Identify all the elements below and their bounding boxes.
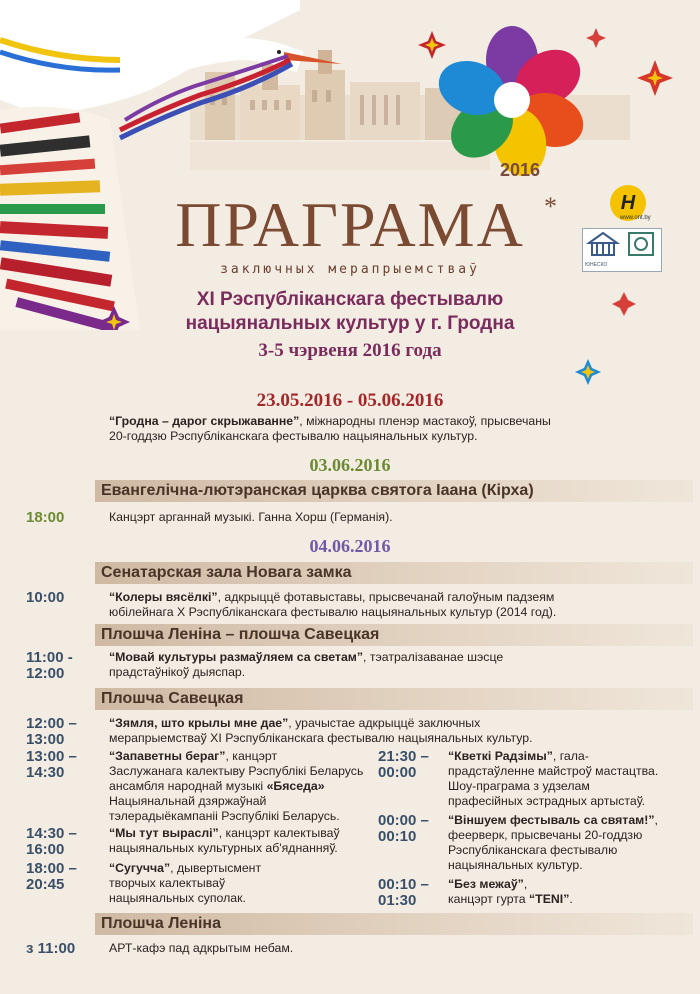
byasedy-line2: Заслужанага калектыву Рэспублікі Беларусь: [109, 764, 364, 778]
gala-line2: прадстаўленне майстроў мастацтва.: [448, 764, 659, 778]
event-time: [26, 650, 96, 682]
venue-lenin-soviet-square: Плошча Леніна – плошча Савецкая: [95, 624, 693, 646]
opening-desc-line2: мерапрыемстваў XI Рэспубліканскага фестывалю нацыянальных культур.: [109, 731, 533, 745]
we-grew-here-title: “Мы тут выраслі”: [109, 826, 219, 840]
gala-line4: прафесійных эстрадных артыстаў.: [448, 794, 646, 808]
photo-exhibition-desc-line2: юбілейнага X Рэспубліканскага фестывалю нацыянальных культур (2014 год).: [109, 605, 557, 619]
photo-exhibition-title: “Колеры вясёлкі”: [109, 590, 218, 604]
period-dates: 23.05.2016 - 05.06.2016: [256, 390, 444, 411]
event-time-start: 18:00 –: [26, 860, 77, 877]
venue-kirkha: Евангелічна-лютэранская царква святога Іаана (Кірха): [95, 480, 693, 502]
plein-air-event: [109, 414, 639, 444]
gala-title: “Кветкі Радзімы”: [448, 749, 553, 763]
festival-year: 2016: [500, 160, 541, 180]
fireworks-event: [448, 813, 688, 873]
event-time: 10:00: [26, 589, 65, 606]
event-time-end: 00:10: [378, 828, 417, 845]
suguchcha-desc: , дывертысмент: [170, 861, 262, 875]
venue-lenin-square: Плошча Леніна: [95, 913, 693, 935]
ornament-star-2: [586, 28, 606, 48]
fireworks-comma: ,: [654, 813, 658, 827]
festival-title-line2: нацыянальных культур у г. Гродна: [185, 313, 515, 334]
suguchcha-title: “Сугучча”: [109, 861, 171, 875]
fireworks-line2: феерверк, прысвечаны 20-годдзю: [448, 828, 643, 842]
fireworks-line4: нацыянальных культур.: [448, 858, 583, 872]
plein-air-desc: , міжнародны пленэр мастакоў, прысвечаны: [299, 414, 551, 428]
event-time: [378, 749, 448, 781]
event-time-end: 12:00: [26, 665, 65, 682]
procession-desc-line2: прадстаўнікоў дыяспар.: [109, 665, 246, 679]
ornament-star-1: [418, 31, 446, 59]
event-time-end: 16:00: [26, 841, 65, 858]
event-time-start: 00:10 –: [378, 876, 429, 893]
no-borders-event: [448, 877, 688, 907]
title-asterisk: *: [544, 192, 557, 221]
photo-exhibition-event: [109, 590, 639, 620]
procession-desc: , тэатралізаванае шэсце: [363, 650, 504, 664]
byasedy-concert-event: [109, 749, 377, 824]
byasedy-desc: , канцэрт: [225, 749, 278, 763]
festival-title: [120, 288, 580, 336]
event-time: [378, 813, 448, 845]
band-name: “TENI”: [529, 892, 570, 906]
partner-logo-ont: Н: [610, 185, 646, 221]
event-time-end: 20:45: [26, 876, 65, 893]
byasedy-title: “Запаветны бераг”: [109, 749, 226, 763]
organ-concert-event: Канцэрт арганнай музыкі. Ганна Хорш (Германія).: [109, 510, 393, 524]
plein-air-title: “Гродна – дарог скрыжаванне”: [109, 414, 300, 428]
opening-title: “Зямля, што крылы мне дае”: [109, 716, 289, 730]
embroidered-towel: [0, 107, 140, 330]
no-borders-period: .: [569, 892, 573, 906]
art-cafe-event: АРТ-кафэ пад адкрытым небам.: [109, 941, 294, 955]
venue-senator-hall: Сенатарская зала Новага замка: [95, 562, 693, 584]
no-borders-line2: канцэрт гурта: [448, 892, 530, 906]
gala-show-event: [448, 749, 688, 809]
event-time: [26, 749, 96, 781]
opening-ceremony-event: [109, 716, 639, 746]
we-grew-here-line2: нацыянальных культурных аб'яднанняў.: [109, 841, 338, 855]
header-illustration: [0, 0, 700, 330]
day2-date: 04.06.2016: [309, 536, 391, 556]
event-time: 18:00: [26, 509, 65, 526]
day1-date: 03.06.2016: [309, 455, 391, 475]
event-time: [26, 861, 96, 893]
partner-url: www.ont.by: [620, 215, 651, 221]
event-time-start: 11:00 -: [26, 649, 73, 666]
byasedy-name: «Бяседа»: [266, 779, 325, 793]
suguchcha-event: [109, 861, 377, 906]
festival-dates: 3-5 чэрвеня 2016 года: [258, 340, 442, 361]
page-title: ПРАГРАМА: [175, 189, 525, 260]
gala-line3: Шоу-праграма з удзелам: [448, 779, 590, 793]
unesco-caption: ЮНЕСКО: [585, 262, 608, 268]
byasedy-line5: тэлерадыёкампаніі Рэспублікі Беларусь.: [109, 809, 340, 823]
event-time-end: 00:00: [378, 764, 417, 781]
fireworks-line3: Рэспубліканскага фестывалю: [448, 843, 618, 857]
event-time-end: 01:30: [378, 892, 417, 909]
we-grew-here-event: [109, 826, 377, 856]
suguchcha-line2: творчых калектываў: [109, 876, 226, 890]
event-time-end: 13:00: [26, 731, 65, 748]
ornament-star-blue-icon: [574, 358, 602, 386]
procession-title: “Мовай культуры размаўляем са светам”: [109, 650, 364, 664]
no-borders-comma: ,: [523, 877, 528, 891]
byasedy-line4: Нацыянальнай дзяржаўнай: [109, 794, 267, 808]
no-borders-title: “Без межаў”: [448, 877, 524, 891]
venue-soviet-square: Плошча Савецкая: [95, 688, 693, 710]
event-time-start: 13:00 –: [26, 748, 77, 765]
gala-desc: , гала-: [552, 749, 589, 763]
ornament-star-3: [637, 60, 673, 96]
we-grew-here-desc: , канцэрт калектываў: [218, 826, 340, 840]
opening-desc: , урачыстае адкрыццё заключных: [288, 716, 481, 730]
page-subtitle: заключных мерапрыемстваў: [220, 262, 480, 277]
event-time: [378, 877, 448, 909]
photo-exhibition-desc: , адкрыццё фотавыставы, прысвечанай галоўным падзеям: [217, 590, 555, 604]
event-time-start: 21:30 –: [378, 748, 429, 765]
event-time-start: 00:00 –: [378, 812, 429, 829]
event-time-end: 14:30: [26, 764, 65, 781]
event-time: [26, 826, 96, 858]
byasedy-line3: ансамбля народнай музыкі: [109, 779, 267, 793]
event-time-start: 14:30 –: [26, 825, 77, 842]
event-time: [26, 716, 96, 748]
plein-air-desc-line2: 20-годдзю Рэспубліканскага фестывалю нацыянальных культур.: [109, 429, 478, 443]
procession-event: [109, 650, 639, 680]
suguchcha-line3: нацыянальных суполак.: [109, 891, 246, 905]
event-time: з 11:00: [26, 940, 76, 957]
ornament-star-5: [612, 292, 636, 316]
fireworks-title: “Віншуем фестываль са святам!”: [448, 813, 655, 827]
festival-title-line1: XI Рэспубліканскага фестывалю: [196, 289, 504, 310]
event-time-start: 12:00 –: [26, 715, 77, 732]
